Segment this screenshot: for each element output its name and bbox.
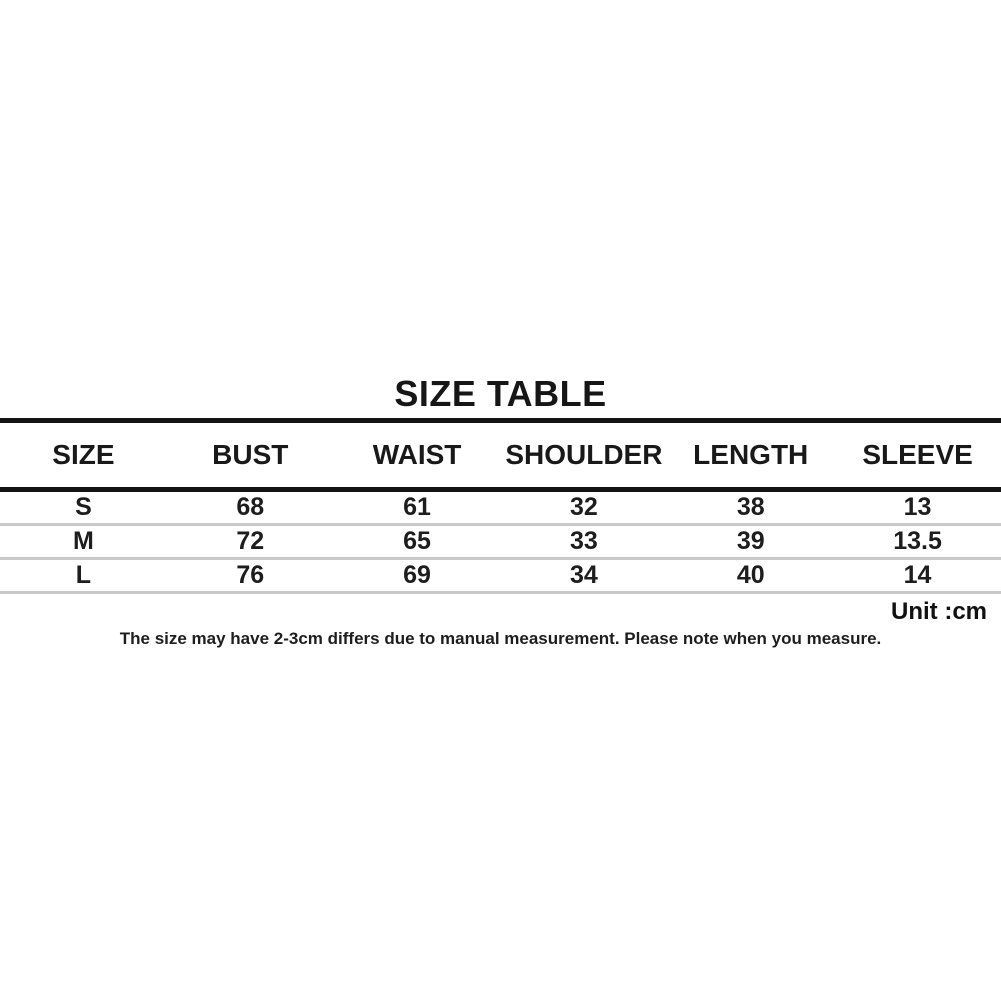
table-cell-shoulder: 34	[569, 561, 598, 589]
table-cell-sleeve: 13.5	[893, 527, 942, 555]
table-cell-size: L	[75, 561, 92, 589]
measurement-note: The size may have 2-3cm differs due to manual measurement. Please note when you measure.	[119, 629, 882, 648]
column-header-waist: WAIST	[372, 439, 462, 470]
table-cell-bust: 68	[236, 493, 265, 521]
page-title: SIZE TABLE	[394, 373, 607, 414]
column-header-length: LENGTH	[693, 439, 809, 470]
table-cell-size: M	[73, 527, 94, 555]
column-header-sleeve: SLEEVE	[862, 439, 973, 470]
table-header-row	[0, 423, 1001, 487]
table-row-s	[0, 492, 1001, 523]
column-header-size: SIZE	[52, 439, 115, 470]
table-cell-length: 40	[736, 561, 765, 589]
table-cell-waist: 69	[403, 561, 431, 589]
table-cell-length: 39	[736, 527, 765, 555]
unit-label: Unit :cm	[891, 598, 987, 625]
table-cell-shoulder: 32	[569, 493, 598, 521]
table-cell-length: 38	[736, 493, 765, 521]
table-cell-shoulder: 33	[569, 527, 598, 555]
table-cell-sleeve: 13	[903, 493, 932, 521]
table-row-m	[0, 526, 1001, 557]
table-cell-sleeve: 14	[903, 561, 932, 589]
table-cell-size: S	[75, 493, 92, 521]
table-cell-waist: 61	[403, 493, 431, 521]
table-cell-bust: 72	[236, 527, 265, 555]
table-cell-waist: 65	[403, 527, 431, 555]
column-header-bust: BUST	[212, 439, 289, 470]
table-row-l	[0, 560, 1001, 591]
table-cell-bust: 76	[236, 561, 265, 589]
column-header-shoulder: SHOULDER	[505, 439, 663, 470]
